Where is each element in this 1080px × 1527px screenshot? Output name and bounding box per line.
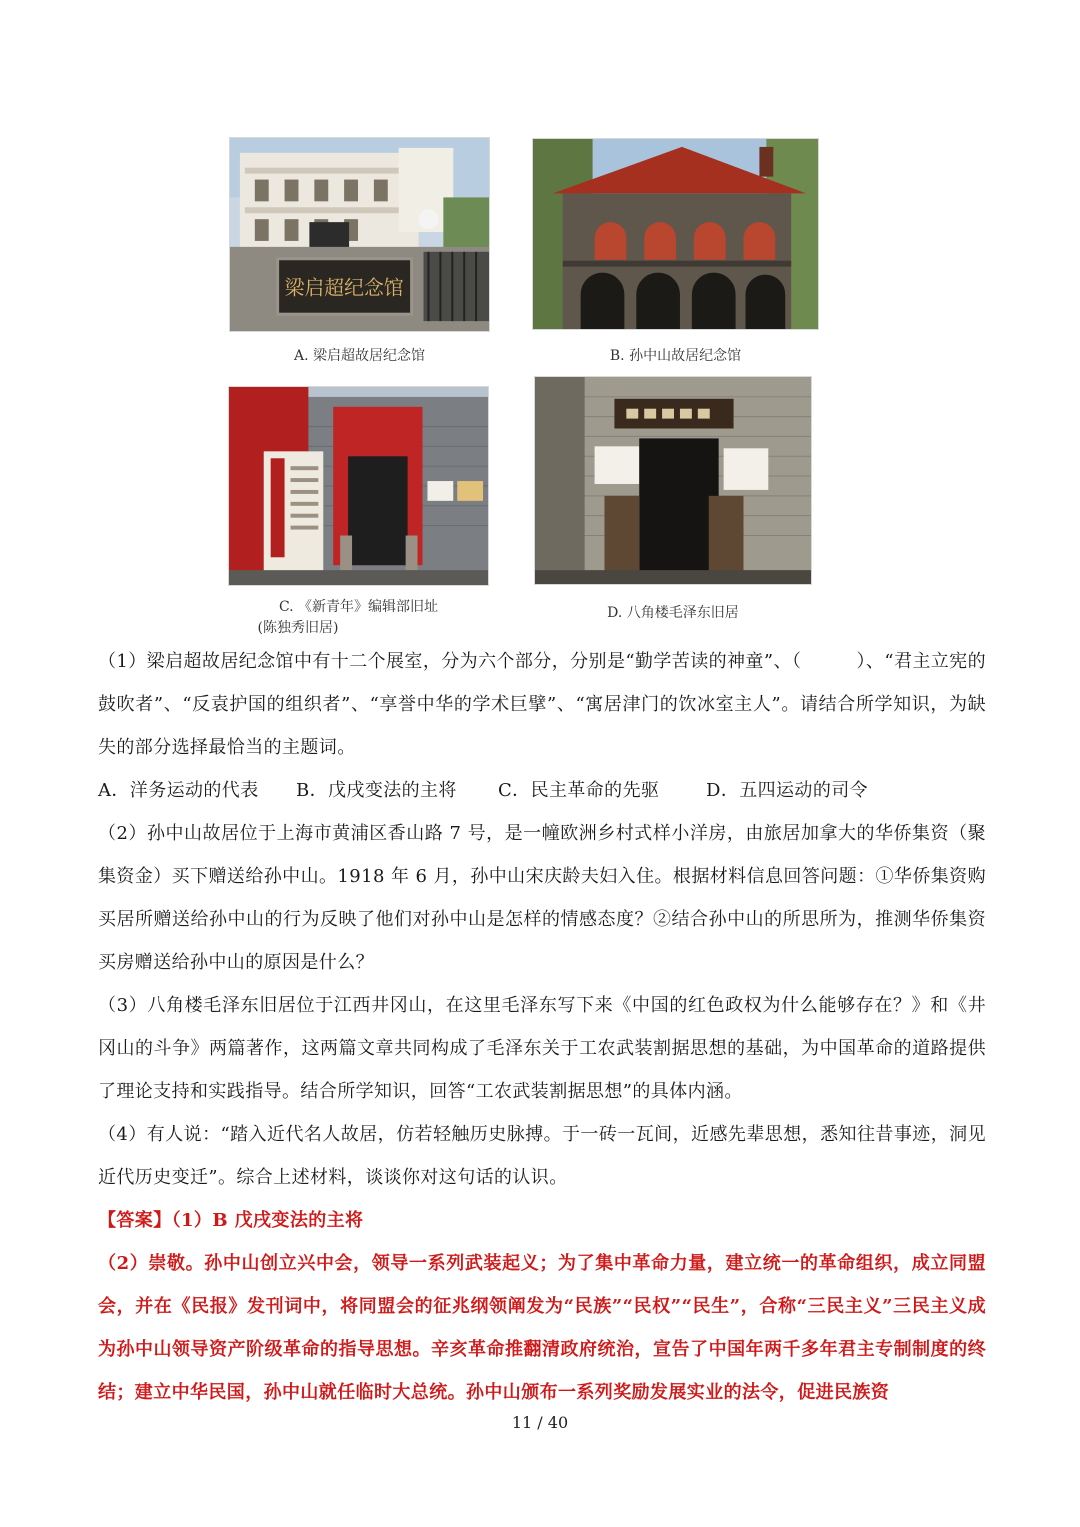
photo-sun-yatsen-residence <box>532 138 819 330</box>
question-3: （3）八角楼毛泽东旧居位于江西井冈山，在这里毛泽东写下来《中国的红色政权为什么能够存在？》和《井冈山的斗争》两篇著作，这两篇文章共同构成了毛泽东关于工农武装割据思想的基础，为中国革命的道路提供了理论支持和实践指导。结合所学知识，回答“工农武装割据思想”的具体内涵。 <box>98 995 986 1102</box>
option-b: B．戊戌变法的主将 <box>296 780 457 801</box>
question-2: （2）孙中山故居位于上海市黄浦区香山路 7 号，是一幢欧洲乡村式样小洋房，由旅居加拿大的华侨集资（聚集资金）买下赠送给孙中山。1918 年 6 月，孙中山宋庆龄夫妇入住。根据材料信息回答问题：①华侨集资购买居所赠送给孙中山的行为反映了他们对孙中山是怎样的情感态度？②结合孙中山的所思所为，推测华侨集资买房赠送给孙中山的原因是什么？ <box>98 823 986 973</box>
photo-liang-qichao-residence <box>229 137 490 332</box>
caption-b: B. 孙中山故居纪念馆 <box>609 348 742 364</box>
page-number: 11 / 40 <box>511 1413 569 1432</box>
photo-bajiaolou-residence <box>534 376 812 585</box>
answer-1: （1）B 戊戌变法的主将 <box>171 1210 364 1231</box>
caption-c-line2: (陈独秀旧居) <box>257 620 339 636</box>
option-a: A．洋务运动的代表 <box>98 780 259 801</box>
question-1-options <box>98 769 986 812</box>
answer-tag: 【答案】 <box>98 1210 172 1231</box>
question-4: （4）有人说：“踏入近代名人故居，仿若轻触历史脉搏。于一砖一瓦间，近感先辈思想，悉知往昔事迹，洞见近代历史变迁”。综合上述材料，谈谈你对这句话的认识。 <box>98 1124 986 1188</box>
question-section <box>98 640 986 1414</box>
caption-c-line1: C. 《新青年》编辑部旧址 <box>278 599 439 615</box>
option-d: D．五四运动的司令 <box>706 780 869 801</box>
answer-2: （2）崇敬。孙中山创立兴中会，领导一系列武装起义；为了集中革命力量，建立统一的革命组织，成立同盟会，并在《民报》发刊词中，将同盟会的征兆纲领阐发为“民族”“民权”“民生”，合称“三民主义”三民主义成为孙中山领导资产阶级革命的指导思想。辛亥革命推翻清政府统治，宣告了中国年两千多年君主专制制度的终结；建立中华民国，孙中山就任临时大总统。孙中山颁布一系列奖励发展实业的法令，促进民族资 <box>98 1253 986 1403</box>
photo-new-youth-office <box>228 386 489 586</box>
option-c: C．民主革命的先驱 <box>498 780 660 801</box>
sign-text: 梁启超纪念馆 <box>284 276 404 300</box>
caption-d: D. 八角楼毛泽东旧居 <box>607 605 739 621</box>
caption-a: A. 梁启超故居纪念馆 <box>293 348 425 364</box>
answer-1-line <box>98 1199 986 1242</box>
question-1: （1）梁启超故居纪念馆中有十二个展室，分为六个部分，分别是“勤学苦读的神童”、（ ）、“君主立宪的鼓吹者”、“反袁护国的组织者”、“享誉中华的学术巨擘”、“寓居津门的饮冰室主人”。请结合所学知识，为缺失的部分选择最恰当的主题词。 <box>98 651 986 758</box>
